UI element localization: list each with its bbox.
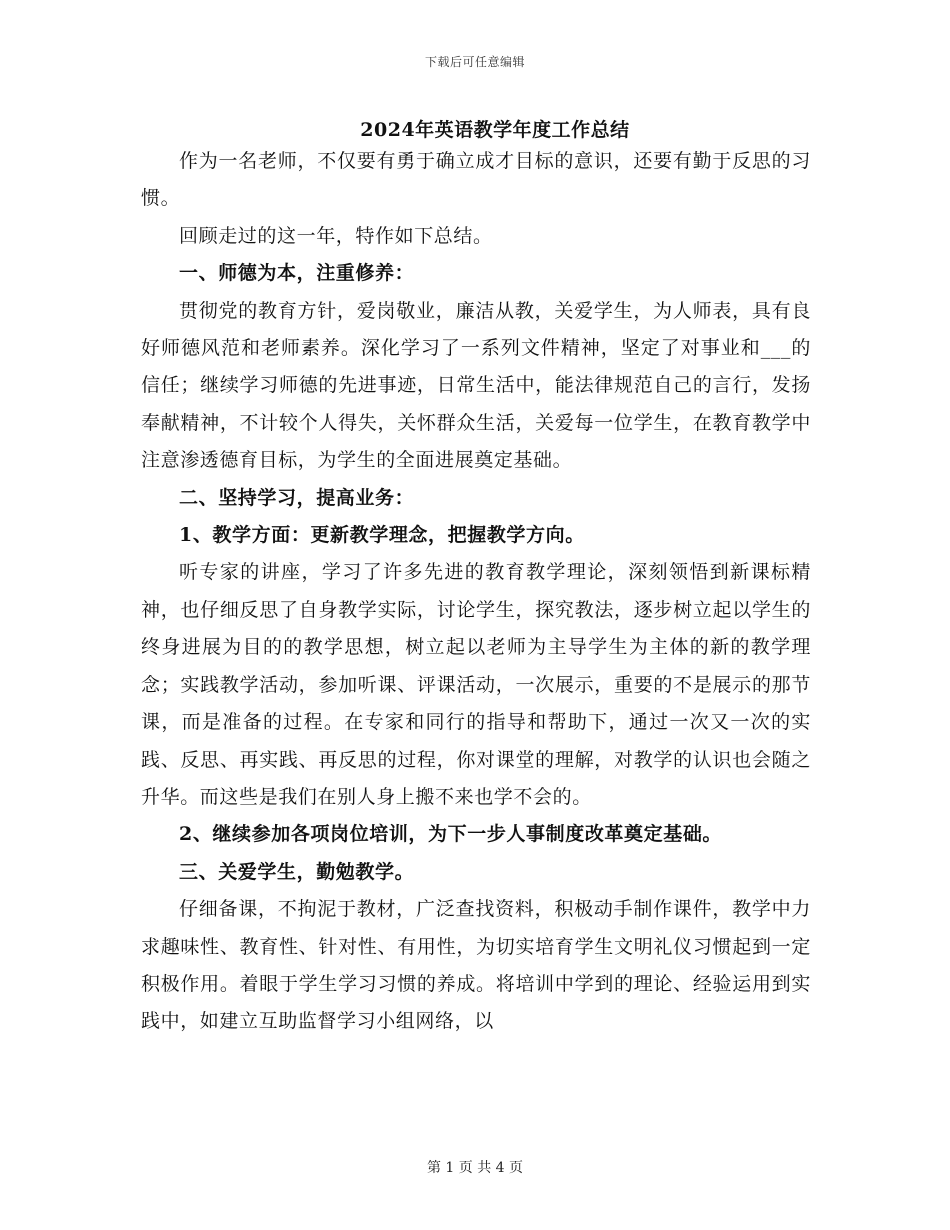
header-note: 下载后可任意编辑 [424,55,525,69]
paragraph-review: 回顾走过的这一年，特作如下总结。 [179,224,493,247]
page-footer: 第 1 页 共 4 页 [426,1160,524,1176]
section-heading-3: 三、关爱学生，勤勉教学。 [179,860,415,883]
section-heading-2: 二、坚持学习，提高业务： [179,486,415,509]
subsection-heading-1: 1、教学方面：更新教学理念，把握教学方向。 [179,524,585,547]
paragraph-intro: 作为一名老师，不仅要有勇于确立成才目标的意识，还要有勤于反思的习惯。 [141,150,811,210]
subsection-heading-2: 2、继续参加各项岗位培训，为下一步人事制度改革奠定基础。 [179,823,723,846]
paragraph-ethics: 贯彻党的教育方针，爱岗敬业，廉洁从教，关爱学生，为人师表，具有良好师德风范和老师素养。深化学习了一系列文件精神，坚定了对事业和___的信任；继续学习师德的先进事迹，日常生活中，能法律规范自己的言行，发扬奉献精神，不计较个人得失，关怀群众生活，关爱每一位学生，在教育教学中注意渗透德育目标，为学生的全面进展奠定基础。 [141,299,811,472]
paragraph-care: 仔细备课，不拘泥于教材，广泛查找资料，积极动手制作课件，教学中力求趣味性、教育性、针对性、有用性，为切实培育学生文明礼仪习惯起到一定积极作用。着眼于学生学习习惯的养成。将培训中学到的理论、经验运用到实践中，如建立互助监督学习小组网络，以 [141,898,811,1033]
document-title: 2024年英语教学年度工作总结 [360,119,630,141]
section-heading-1: 一、师德为本，注重修养： [179,262,415,285]
paragraph-teaching: 听专家的讲座，学习了许多先进的教育教学理论，深刻领悟到新课标精神，也仔细反思了自身教学实际，讨论学生，探究教法，逐步树立起以学生的终身进展为目的的教学思想，树立起以老师为主导学生为主体的新的教学理念；实践教学活动，参加听课、评课活动，一次展示，重要的不是展示的那节课，而是准备的过程。在专家和同行的指导和帮助下，通过一次又一次的实践、反思、再实践、再反思的过程，你对课堂的理解，对教学的认识也会随之升华。而这些是我们在别人身上搬不来也学不会的。 [141,561,811,808]
document-body [141,143,811,1041]
